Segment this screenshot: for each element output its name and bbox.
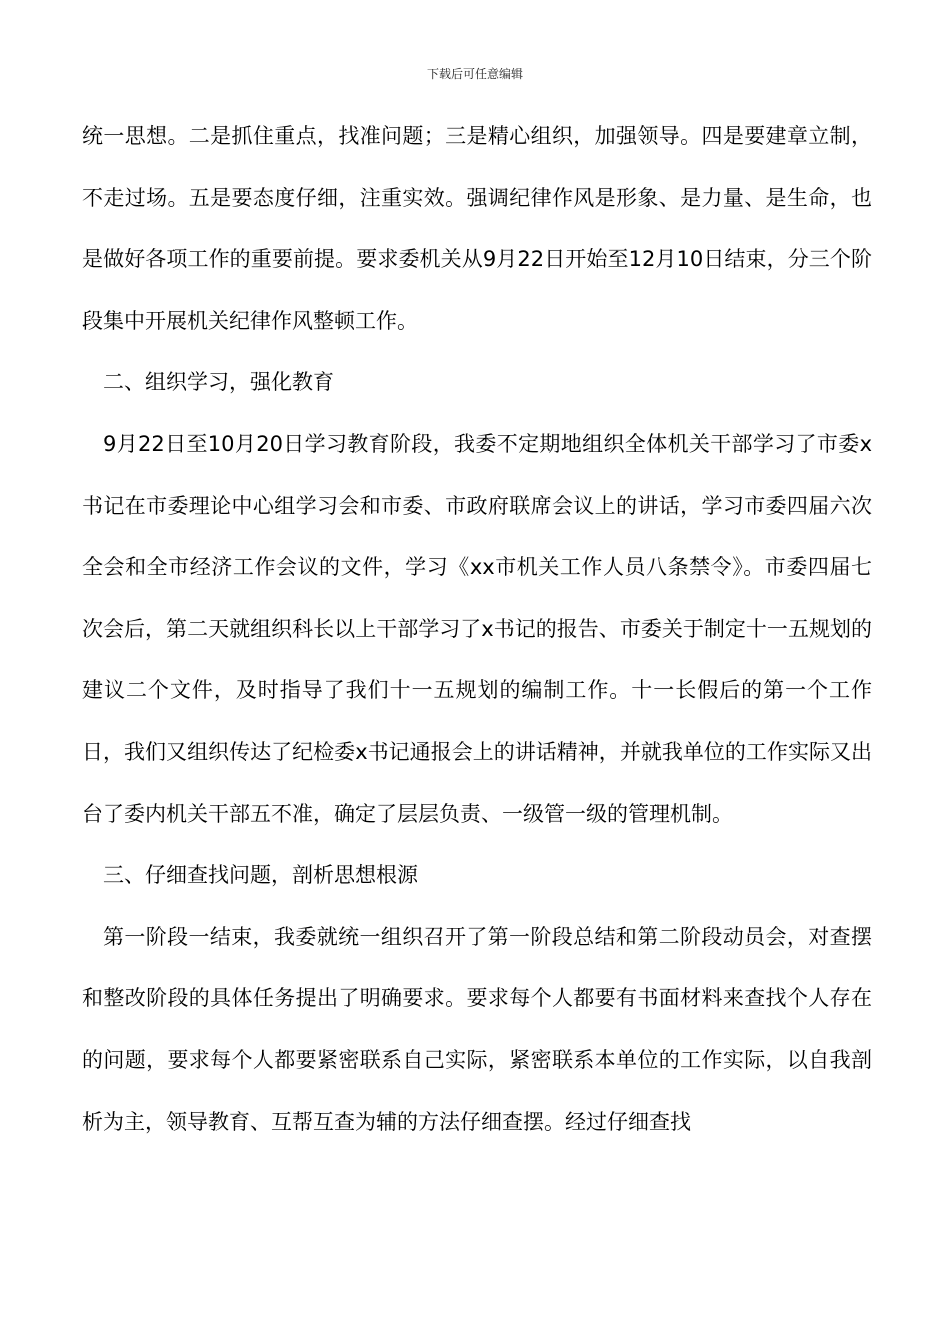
section-heading-find-problems: 三、仔细查找问题，剖析思想根源 xyxy=(103,863,418,888)
page-header: 下载后可任意编辑 xyxy=(426,67,523,81)
paragraph-review-stage: 第一阶段一结束，我委就统一组织召开了第一阶段总结和第二阶段动员会，对查摆和整改阶段的具体任务提出了明确要求。要求每个人都要有书面材料来查找个人存在的问题，要求每个人都要紧密联系自己实际，紧密联系本单位的工作实际，以自我剖析为主，领导教育、互帮互查为辅的方法仔细查摆。经过仔细查找 xyxy=(82,924,872,1134)
section-heading-organize-study: 二、组织学习，强化教育 xyxy=(103,370,334,395)
paragraph-continuation: 统一思想。二是抓住重点，找准问题；三是精心组织，加强领导。四是要建章立制，不走过场。五是要态度仔细，注重实效。强调纪律作风是形象、是力量、是生命，也是做好各项工作的重要前提。要求委机关从9月22日开始至12月10日结束，分三个阶段集中开展机关纪律作风整顿工作。 xyxy=(82,124,872,333)
document-body xyxy=(82,106,872,1153)
paragraph-study-stage: 9月22日至10月20日学习教育阶段，我委不定期地组织全体机关干部学习了市委x书记在市委理论中心组学习会和市委、市政府联席会议上的讲话，学习市委四届六次全会和全市经济工作会议的文件，学习《xx市机关工作人员八条禁令》。市委四届七次会后，第二天就组织科长以上干部学习了x书记的报告、市委关于制定十一五规划的建议二个文件，及时指导了我们十一五规划的编制工作。十一长假后的第一个工作日，我们又组织传达了纪检委x书记通报会上的讲话精神，并就我单位的工作实际又出台了委内机关干部五不准，确定了层层负责、一级管一级的管理机制。 xyxy=(82,431,872,826)
